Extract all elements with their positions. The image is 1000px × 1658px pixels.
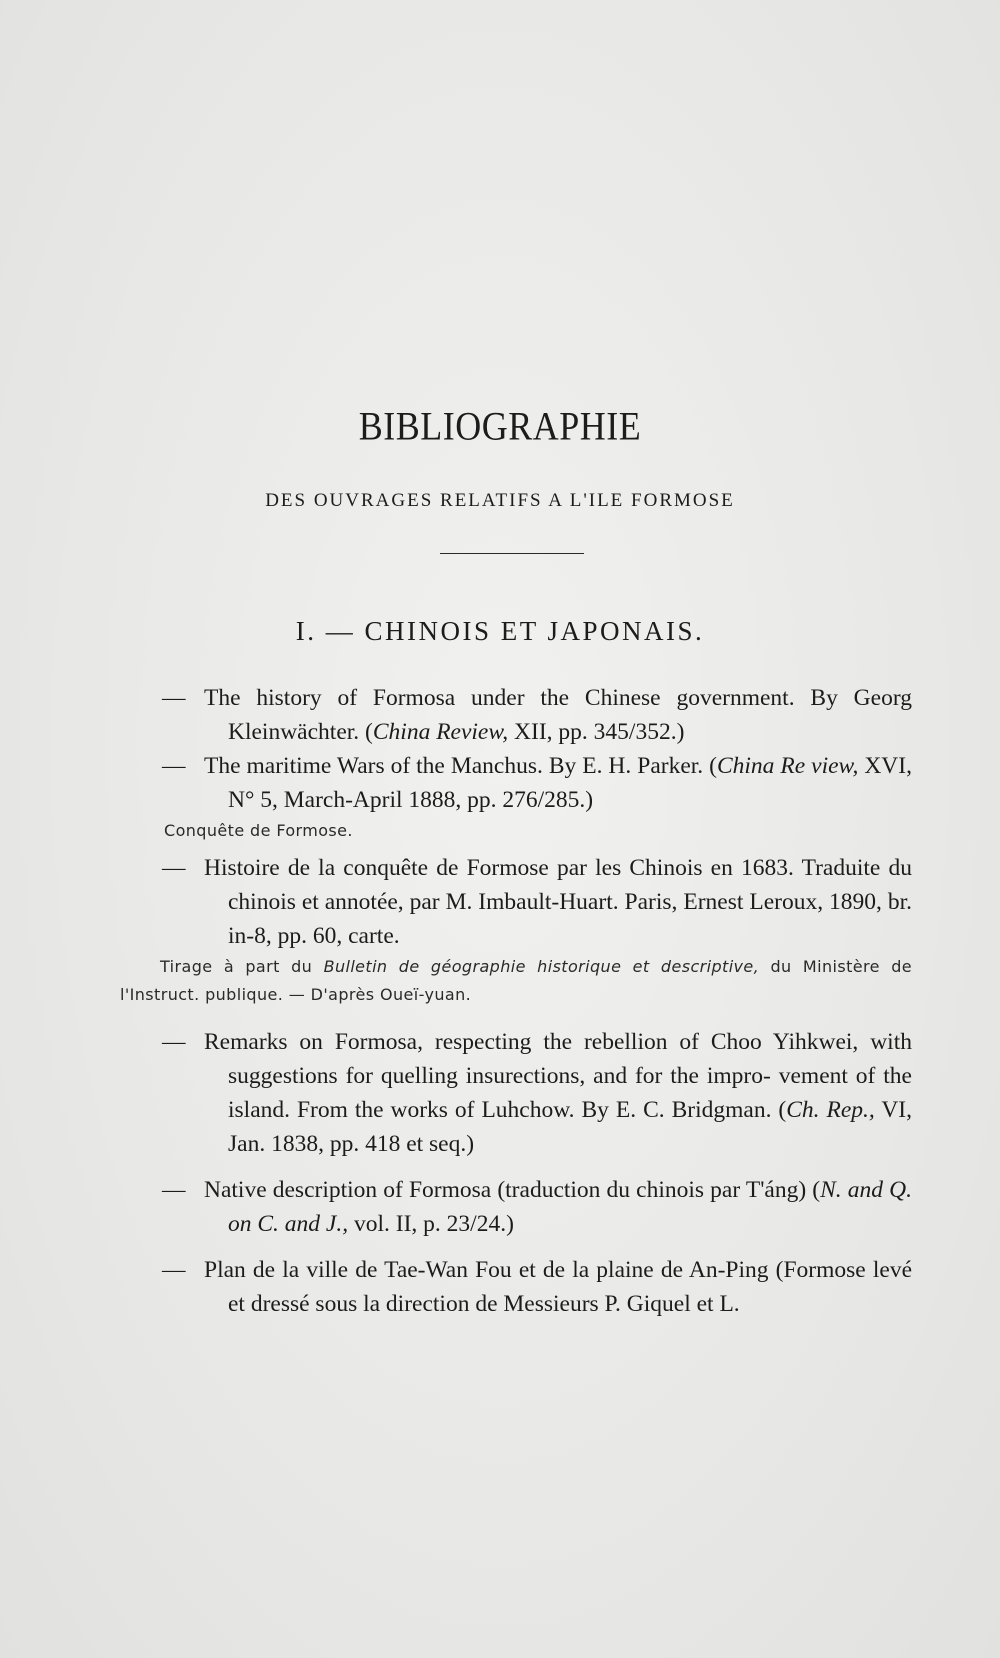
entry-journal: China Review,: [372, 719, 509, 745]
entry-journal: N. and Q. on C. and J.,: [228, 1177, 912, 1237]
bibliography-entry-5: [120, 1173, 912, 1241]
entry-text-end: VI, Jan. 1838, pp. 418 et seq.): [228, 1097, 912, 1157]
entry-text: The maritime Wars of the Manchus. By E. H. Parker. (: [204, 753, 717, 779]
entry-note: Conquête de Formose.: [164, 821, 353, 840]
note-text: Tirage à part du: [160, 957, 324, 976]
entry-text: Plan de la ville de Tae-Wan Fou et de la plaine de An-Ping (Formose levé et dressé sous la direction de Messieurs P. Giquel et L.: [204, 1257, 912, 1317]
bibliography-entry-1: [120, 681, 912, 749]
entry-dash: —: [162, 855, 186, 881]
entry-text-end: XII, pp. 345/352.): [508, 719, 685, 745]
section-heading: I. — CHINOIS ET JAPONAIS.: [295, 616, 705, 646]
page-title: BIBLIOGRAPHIE: [358, 403, 642, 449]
bibliography-entry-2: [120, 749, 912, 817]
entry-text: Histoire de la conquête de Formose par les Chinois en 1683. Traduite du chinois et annotée, par M. Imbault-Huart. Paris, Ernest Leroux, 1890, br. in-8, pp. 60, carte.: [204, 855, 912, 949]
entry-text: Native description of Formosa (traduction du chinois par T'áng) (: [204, 1177, 821, 1203]
bibliography-entry-6: [120, 1253, 912, 1321]
title-divider: [440, 553, 584, 554]
entry-text: Remarks on Formosa, respecting the rebellion of Choo Yihkwei, with suggestions for quelling insurections, and for the impro- vement of the island. From the works of Luhchow. By E. C. Bridgman. (: [204, 1029, 912, 1123]
entry-dash: —: [162, 1257, 186, 1283]
note-text-end: du Ministère de l'Instruct. publique. — D'après Oueï-yuan.: [120, 957, 912, 1004]
entry-dash: —: [162, 685, 186, 711]
bibliography-entry-4: [120, 1025, 912, 1161]
entry-text-end: vol. II, p. 23/24.): [348, 1211, 514, 1237]
note-journal: Bulletin de géographie historique et descriptive,: [323, 957, 760, 976]
bibliography-list: [120, 681, 912, 1321]
page-subtitle: DES OUVRAGES RELATIFS A L'ILE FORMOSE: [265, 490, 735, 511]
entry-journal: China Re view,: [716, 753, 859, 779]
entry-text-end: XVI, N° 5, March-April 1888, pp. 276/285.): [228, 753, 912, 813]
entry-journal: Ch. Rep.,: [786, 1097, 875, 1123]
entry-text: The history of Formosa under the Chinese government. By Georg Kleinwächter. (: [204, 685, 912, 745]
entry-dash: —: [162, 753, 186, 779]
entry-dash: —: [162, 1029, 186, 1055]
bibliography-entry-3: [120, 851, 912, 953]
entry-note: [120, 953, 912, 1009]
entry-dash: —: [162, 1177, 186, 1203]
